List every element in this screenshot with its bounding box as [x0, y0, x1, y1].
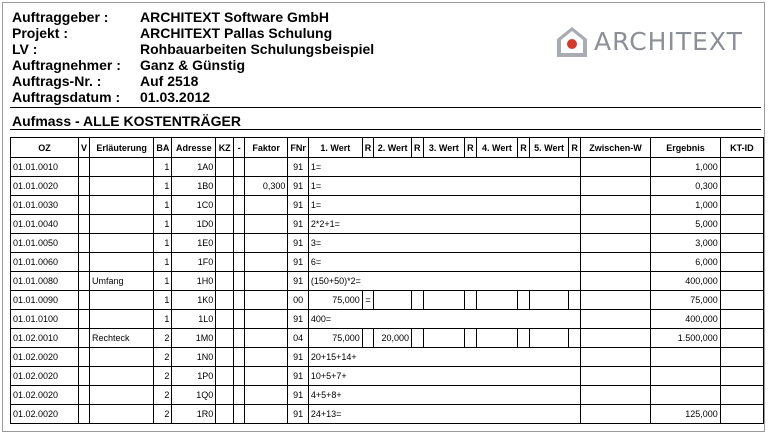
cell-ba: 2 [154, 348, 172, 367]
cell-fnr: 91 [288, 386, 309, 405]
cell-kt-id [720, 329, 763, 348]
cell-r: = [362, 291, 374, 310]
cell-fnr: 91 [288, 405, 309, 424]
cell-zwischenwert [580, 196, 650, 215]
cell-kz [216, 196, 234, 215]
cell-zwischenwert [580, 291, 650, 310]
cell-faktor [244, 367, 287, 386]
header-value: Auf 2518 [140, 73, 199, 89]
cell-erlaeuterung: Rechteck [89, 329, 153, 348]
column-header: R [569, 138, 581, 158]
cell-ba: 1 [154, 234, 172, 253]
cell-erlaeuterung [89, 291, 153, 310]
cell-kz [216, 405, 234, 424]
cell-kt-id [720, 367, 763, 386]
cell-oz: 01.02.0020 [11, 405, 79, 424]
cell-formula: 6= [308, 253, 580, 272]
column-header: FNr [288, 138, 309, 158]
cell-erlaeuterung: Umfang [89, 272, 153, 291]
cell-erlaeuterung [89, 310, 153, 329]
cell-erlaeuterung [89, 215, 153, 234]
cell-zwischenwert [580, 367, 650, 386]
cell-kt-id [720, 196, 763, 215]
logo-wordmark: ARCHITEXT [594, 27, 743, 56]
cell-kt-id [720, 386, 763, 405]
cell-ba: 1 [154, 291, 172, 310]
cell-zwischenwert [580, 253, 650, 272]
cell-erlaeuterung [89, 196, 153, 215]
cell-oz: 01.02.0020 [11, 348, 79, 367]
cell-dash [234, 215, 245, 234]
table-row [11, 234, 764, 253]
column-header: 4. Wert [476, 138, 518, 158]
cell-erlaeuterung [89, 234, 153, 253]
cell-kz [216, 291, 234, 310]
cell-kz [216, 329, 234, 348]
cell-adresse: 1N0 [172, 348, 216, 367]
cell-zwischenwert [580, 158, 650, 177]
cell-oz: 01.01.0080 [11, 272, 79, 291]
cell-formula: 4+5+8+ [308, 386, 580, 405]
cell-zwischenwert [580, 405, 650, 424]
cell-formula: 10+5+7+ [308, 367, 580, 386]
cell-dash [234, 272, 245, 291]
cell-faktor [244, 386, 287, 405]
table-row [11, 291, 764, 310]
column-header: R [412, 138, 424, 158]
column-header: Adresse [172, 138, 216, 158]
cell-formula: 1= [308, 177, 580, 196]
cell-fnr: 91 [288, 177, 309, 196]
cell-oz: 01.02.0020 [11, 367, 79, 386]
cell-fnr: 91 [288, 215, 309, 234]
column-header: KZ [216, 138, 234, 158]
cell-dash [234, 348, 245, 367]
cell-zwischenwert [580, 329, 650, 348]
header-value: Ganz & Günstig [140, 57, 245, 73]
cell-oz: 01.01.0100 [11, 310, 79, 329]
cell-faktor [244, 272, 287, 291]
cell-fnr: 91 [288, 234, 309, 253]
cell-erlaeuterung [89, 253, 153, 272]
cell-ergebnis: 400,000 [651, 310, 721, 329]
cell-fnr: 91 [288, 272, 309, 291]
column-header: 3. Wert [423, 138, 465, 158]
column-header: Ergebnis [651, 138, 721, 158]
cell-kz [216, 234, 234, 253]
table-row [11, 405, 764, 424]
column-header: Erläuterung [89, 138, 153, 158]
cell-faktor [244, 196, 287, 215]
table-row [11, 196, 764, 215]
cell-kz [216, 386, 234, 405]
cell-r [569, 329, 581, 348]
cell-ergebnis: 125,000 [651, 405, 721, 424]
cell-adresse: 1F0 [172, 253, 216, 272]
cell-ba: 2 [154, 405, 172, 424]
cell-ergebnis: 1,000 [651, 196, 721, 215]
cell-adresse: 1C0 [172, 196, 216, 215]
cell-oz: 01.01.0030 [11, 196, 79, 215]
cell-oz: 01.01.0050 [11, 234, 79, 253]
cell-faktor: 0,300 [244, 177, 287, 196]
table-row [11, 310, 764, 329]
table-row [11, 386, 764, 405]
column-header: OZ [11, 138, 79, 158]
cell-formula: 1= [308, 196, 580, 215]
cell-adresse: 1H0 [172, 272, 216, 291]
cell-wert-5 [529, 329, 569, 348]
cell-ergebnis [651, 386, 721, 405]
column-header: 5. Wert [529, 138, 569, 158]
table-row [11, 253, 764, 272]
cell-kz [216, 348, 234, 367]
cell-ergebnis: 1,000 [651, 158, 721, 177]
cell-zwischenwert [580, 348, 650, 367]
cell-v [78, 291, 89, 310]
cell-erlaeuterung [89, 405, 153, 424]
cell-wert-1: 75,000 [308, 329, 362, 348]
cell-fnr: 91 [288, 196, 309, 215]
column-header: R [518, 138, 530, 158]
cell-oz: 01.02.0010 [11, 329, 79, 348]
cell-formula: 400= [308, 310, 580, 329]
header-row [12, 41, 374, 57]
cell-ergebnis: 6,000 [651, 253, 721, 272]
cell-kt-id [720, 177, 763, 196]
cell-v [78, 158, 89, 177]
cell-v [78, 253, 89, 272]
cell-ba: 2 [154, 329, 172, 348]
cell-adresse: 1M0 [172, 329, 216, 348]
cell-kz [216, 158, 234, 177]
cell-fnr: 91 [288, 158, 309, 177]
header-value: Rohbauarbeiten Schulungsbeispiel [140, 41, 375, 57]
cell-r [465, 291, 477, 310]
cell-ba: 1 [154, 196, 172, 215]
cell-v [78, 234, 89, 253]
cell-v [78, 272, 89, 291]
cell-r [362, 329, 374, 348]
cell-faktor [244, 291, 287, 310]
cell-fnr: 04 [288, 329, 309, 348]
aufmass-table [10, 137, 764, 424]
cell-wert-4 [476, 329, 518, 348]
cell-ergebnis: 75,000 [651, 291, 721, 310]
cell-ba: 1 [154, 158, 172, 177]
cell-kt-id [720, 272, 763, 291]
cell-adresse: 1E0 [172, 234, 216, 253]
cell-ba: 1 [154, 272, 172, 291]
cell-faktor [244, 405, 287, 424]
table-row [11, 272, 764, 291]
header-label: Auftrags-Nr. : [12, 73, 102, 89]
cell-oz: 01.01.0040 [11, 215, 79, 234]
cell-formula: 3= [308, 234, 580, 253]
cell-oz: 01.01.0060 [11, 253, 79, 272]
table-row [11, 348, 764, 367]
document-page [2, 2, 765, 432]
cell-kt-id [720, 348, 763, 367]
cell-r [412, 329, 424, 348]
cell-ba: 1 [154, 177, 172, 196]
cell-oz: 01.01.0090 [11, 291, 79, 310]
header-row [12, 89, 374, 105]
header-row [12, 25, 374, 41]
cell-erlaeuterung [89, 177, 153, 196]
header-value: ARCHITEXT Pallas Schulung [140, 25, 333, 41]
cell-ergebnis: 5,000 [651, 215, 721, 234]
column-header: R [465, 138, 477, 158]
cell-dash [234, 367, 245, 386]
architext-logo [555, 25, 743, 59]
cell-kz [216, 367, 234, 386]
cell-faktor [244, 158, 287, 177]
table-row [11, 215, 764, 234]
cell-fnr: 91 [288, 310, 309, 329]
cell-formula: (150+50)*2= [308, 272, 580, 291]
cell-adresse: 1R0 [172, 405, 216, 424]
cell-dash [234, 177, 245, 196]
cell-dash [234, 196, 245, 215]
cell-fnr: 91 [288, 367, 309, 386]
cell-erlaeuterung [89, 367, 153, 386]
header-label: Projekt : [12, 25, 69, 41]
cell-ergebnis: 1.500,000 [651, 329, 721, 348]
cell-v [78, 177, 89, 196]
cell-faktor [244, 348, 287, 367]
cell-formula: 2*2+1= [308, 215, 580, 234]
cell-wert-5 [529, 291, 569, 310]
cell-faktor [244, 329, 287, 348]
cell-kt-id [720, 405, 763, 424]
cell-r [518, 291, 530, 310]
header-label: Auftragsdatum : [12, 89, 121, 105]
divider-line [10, 129, 761, 130]
cell-kt-id [720, 253, 763, 272]
cell-ba: 1 [154, 310, 172, 329]
cell-dash [234, 386, 245, 405]
cell-zwischenwert [580, 386, 650, 405]
cell-ergebnis [651, 367, 721, 386]
cell-v [78, 348, 89, 367]
cell-erlaeuterung [89, 158, 153, 177]
header-value: 01.03.2012 [140, 89, 211, 105]
cell-kt-id [720, 234, 763, 253]
cell-dash [234, 310, 245, 329]
cell-ergebnis: 400,000 [651, 272, 721, 291]
cell-ba: 2 [154, 367, 172, 386]
column-header: 2. Wert [374, 138, 412, 158]
cell-r [569, 291, 581, 310]
cell-v [78, 310, 89, 329]
cell-ergebnis [651, 348, 721, 367]
cell-wert-3 [423, 329, 465, 348]
cell-oz: 01.01.0010 [11, 158, 79, 177]
cell-adresse: 1P0 [172, 367, 216, 386]
cell-formula: 1= [308, 158, 580, 177]
header-label: Auftragnehmer : [12, 57, 121, 73]
aufmass-table-wrapper [10, 137, 764, 424]
cell-zwischenwert [580, 177, 650, 196]
cell-kz [216, 215, 234, 234]
cell-zwischenwert [580, 272, 650, 291]
cell-adresse: 1L0 [172, 310, 216, 329]
cell-v [78, 329, 89, 348]
cell-wert-3 [423, 291, 465, 310]
cell-kt-id [720, 215, 763, 234]
cell-r [518, 329, 530, 348]
cell-ergebnis: 3,000 [651, 234, 721, 253]
cell-faktor [244, 310, 287, 329]
cell-v [78, 196, 89, 215]
cell-v [78, 405, 89, 424]
cell-fnr: 91 [288, 348, 309, 367]
cell-ba: 1 [154, 253, 172, 272]
cell-adresse: 1K0 [172, 291, 216, 310]
cell-ergebnis: 0,300 [651, 177, 721, 196]
column-header: KT-ID [720, 138, 763, 158]
cell-v [78, 367, 89, 386]
header-row [12, 9, 374, 25]
cell-kz [216, 253, 234, 272]
cell-kt-id [720, 158, 763, 177]
table-body [11, 158, 764, 424]
header-row [12, 57, 374, 73]
cell-erlaeuterung [89, 348, 153, 367]
cell-faktor [244, 234, 287, 253]
cell-dash [234, 234, 245, 253]
column-header: BA [154, 138, 172, 158]
cell-oz: 01.02.0020 [11, 386, 79, 405]
cell-oz: 01.01.0020 [11, 177, 79, 196]
cell-dash [234, 158, 245, 177]
cell-adresse: 1D0 [172, 215, 216, 234]
column-header: 1. Wert [308, 138, 362, 158]
cell-adresse: 1B0 [172, 177, 216, 196]
cell-wert-1: 75,000 [308, 291, 362, 310]
cell-erlaeuterung [89, 386, 153, 405]
cell-dash [234, 329, 245, 348]
cell-r [412, 291, 424, 310]
cell-v [78, 215, 89, 234]
cell-kz [216, 310, 234, 329]
cell-adresse: 1A0 [172, 158, 216, 177]
cell-ba: 2 [154, 386, 172, 405]
cell-dash [234, 253, 245, 272]
cell-v [78, 386, 89, 405]
cell-formula: 20+15+14+ [308, 348, 580, 367]
order-header [12, 9, 374, 105]
divider-line [10, 107, 761, 108]
cell-kt-id [720, 310, 763, 329]
header-row [12, 73, 374, 89]
cell-wert-2 [374, 291, 412, 310]
section-title: Aufmass - ALLE KOSTENTRÄGER [12, 113, 241, 129]
cell-dash [234, 405, 245, 424]
cell-formula: 24+13= [308, 405, 580, 424]
cell-wert-4 [476, 291, 518, 310]
cell-dash [234, 291, 245, 310]
column-header: Zwischen-W [580, 138, 650, 158]
column-header: Faktor [244, 138, 287, 158]
column-header: - [234, 138, 245, 158]
header-label: Auftraggeber : [12, 9, 109, 25]
cell-wert-2: 20,000 [374, 329, 412, 348]
cell-faktor [244, 215, 287, 234]
cell-faktor [244, 253, 287, 272]
table-header-row [11, 138, 764, 158]
cell-fnr: 91 [288, 253, 309, 272]
header-label: LV : [12, 41, 38, 57]
cell-kz [216, 177, 234, 196]
cell-zwischenwert [580, 234, 650, 253]
table-row [11, 367, 764, 386]
cell-ba: 1 [154, 215, 172, 234]
column-header: R [362, 138, 374, 158]
cell-zwischenwert [580, 215, 650, 234]
cell-r [465, 329, 477, 348]
house-logo-icon [555, 25, 589, 59]
table-row [11, 329, 764, 348]
table-row [11, 158, 764, 177]
cell-kz [216, 272, 234, 291]
table-row [11, 177, 764, 196]
header-value: ARCHITEXT Software GmbH [140, 9, 330, 25]
cell-kt-id [720, 291, 763, 310]
column-header: V [78, 138, 89, 158]
cell-fnr: 00 [288, 291, 309, 310]
cell-adresse: 1Q0 [172, 386, 216, 405]
cell-zwischenwert [580, 310, 650, 329]
